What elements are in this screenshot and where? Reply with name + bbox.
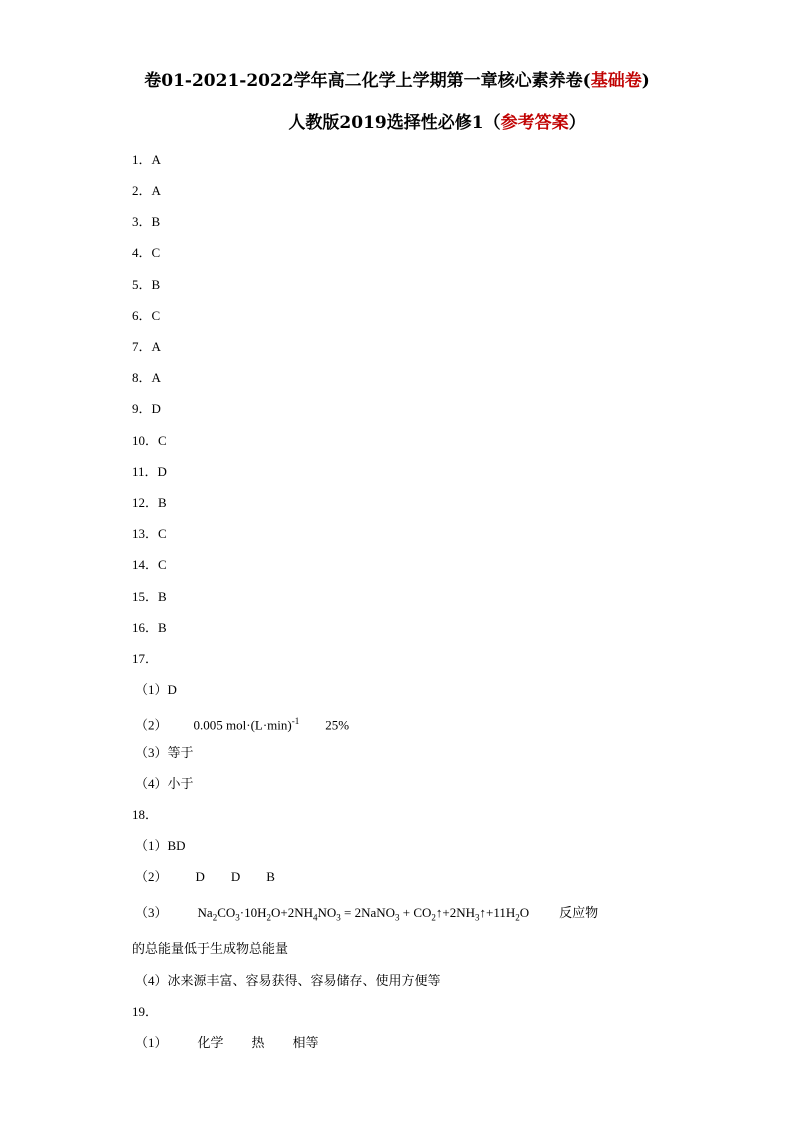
subtitle-highlight: 参考答案	[500, 113, 569, 133]
question-number: 19．	[132, 1004, 159, 1019]
answer-item: 13．C	[132, 526, 167, 541]
title-text-end: )	[641, 71, 650, 91]
answer-item: 12．B	[132, 495, 167, 510]
sub-answer: （2） 0.005 $mol\cdot(L\cdot\min)^{-1}$ 25%	[135, 716, 350, 733]
sub-answer: （4）冰来源丰富、容易获得、容易储存、使用方便等	[135, 973, 441, 988]
answer-item: 10．C	[132, 433, 167, 448]
chemical-equation-line: （3） $Na_2CO_3\cdot 10H_2O+2NH_4NO_3$ = 2NaNO$_3$ + $CO_2↑+2NH_3↑+11H_2O$ 反应物	[135, 905, 599, 923]
document-title	[0, 70, 794, 92]
subtitle-text: 人教版2019选择性必修1（	[288, 113, 501, 133]
question-number: 17．	[132, 651, 159, 666]
sub-answer: （4）小于	[135, 776, 194, 791]
answer-item: 7．A	[132, 339, 161, 354]
answer-item: 2．A	[132, 183, 161, 198]
question-number: 18．	[132, 807, 159, 822]
sub-answer: （1） 化学 热 相等	[135, 1035, 319, 1050]
title-text: 卷01-2021-2022学年高二化学上学期第一章核心素养卷(	[144, 71, 591, 91]
answer-item: 8．A	[132, 370, 161, 385]
answer-item: 3．B	[132, 214, 161, 229]
answer-item: 4．C	[132, 245, 161, 260]
answer-item: 11．D	[132, 464, 167, 479]
answer-item: 5．B	[132, 277, 161, 292]
chemical-equation: $Na_2CO_3\cdot 10H_2O+2NH_4NO_3$ = 2NaNO$_3$ + $CO_2↑+2NH_3↑+11H_2O$	[197, 905, 530, 923]
subtitle-text-end: ）	[568, 113, 586, 133]
document-subtitle	[40, 112, 794, 134]
sub-answer-continuation: 的总能量低于生成物总能量	[132, 941, 289, 956]
sub-answer: （2） D D B	[135, 869, 275, 884]
sub-answer: （1）D	[135, 682, 177, 697]
title-highlight: 基础卷	[590, 71, 642, 91]
sub-answer: （1）BD	[135, 838, 186, 853]
answer-item: 9．D	[132, 401, 161, 416]
answer-item: 16．B	[132, 620, 167, 635]
answer-item: 1．A	[132, 152, 161, 167]
sub-answer: （3）等于	[135, 745, 194, 760]
answer-item: 14．C	[132, 557, 167, 572]
answer-item: 6．C	[132, 308, 161, 323]
answer-item: 15．B	[132, 589, 167, 604]
